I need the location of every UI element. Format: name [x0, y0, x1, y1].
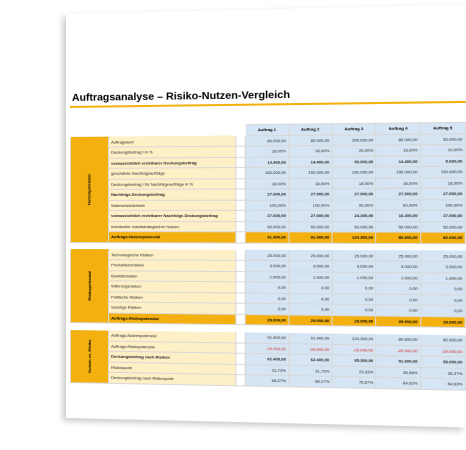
- cell-value[interactable]: 0,00: [376, 283, 420, 294]
- cell-value[interactable]: 0,00: [288, 304, 332, 315]
- cell-value[interactable]: 64,02%: [376, 377, 420, 389]
- row-spacer: [236, 146, 246, 157]
- column-header[interactable]: Auftrag 3: [332, 123, 376, 134]
- row-label: Bonitätsrisiken: [109, 270, 236, 282]
- row-label: Nachfolge-Deckungsbeitrag: [109, 189, 236, 200]
- cell-value[interactable]: 50.000,00: [288, 221, 332, 232]
- row-label: Deckungsbeitrag I für Nachfolgeaufträge in %: [109, 178, 236, 189]
- cell-value[interactable]: 50.000,00: [420, 221, 465, 232]
- cell-value[interactable]: 27.000,00: [288, 189, 332, 200]
- cell-value[interactable]: 150.000,00: [245, 167, 288, 178]
- total-value[interactable]: 29.000,00: [332, 315, 376, 326]
- cell-value[interactable]: 25.000,00: [376, 250, 420, 261]
- cell-value[interactable]: 18,00%: [245, 146, 288, 157]
- cell-value[interactable]: 14.400,00: [376, 156, 420, 167]
- cell-value[interactable]: 150.000,00: [332, 167, 376, 178]
- cell-value[interactable]: 80.000,00: [288, 135, 332, 146]
- cell-value[interactable]: 50.000,00: [420, 133, 465, 144]
- cell-value[interactable]: -29.000,00: [332, 344, 376, 356]
- cell-value[interactable]: 150.000,00: [420, 166, 465, 177]
- column-header[interactable]: Auftrag 4: [376, 123, 420, 134]
- cell-value[interactable]: 60,00%: [376, 199, 420, 210]
- row-label: Politische Risiken: [109, 291, 236, 303]
- row-spacer: [236, 221, 246, 232]
- cell-value[interactable]: 80.600,00: [376, 334, 420, 346]
- section-label-nutzen: [70, 137, 108, 243]
- row-spacer: [236, 375, 246, 386]
- cell-value[interactable]: 18,00%: [245, 178, 288, 189]
- cell-value[interactable]: 14.400,00: [288, 156, 332, 167]
- cell-value[interactable]: 90,00%: [332, 199, 376, 210]
- cell-value[interactable]: 1.000,00: [420, 272, 465, 283]
- cell-value[interactable]: 27.000,00: [332, 189, 376, 200]
- cell-value[interactable]: 24.300,00: [332, 210, 376, 221]
- cell-value[interactable]: 0,00: [376, 305, 420, 316]
- section-label-text: Risikopotenzial: [86, 271, 92, 301]
- table-row: [70, 221, 465, 232]
- total-value[interactable]: 91.400,00: [245, 232, 288, 243]
- sheet-title: Auftragsanalyse – Risiko-Nutzen-Vergleich: [70, 84, 466, 108]
- cell-value[interactable]: 35,37%: [420, 367, 465, 379]
- cell-value[interactable]: 0,00: [420, 305, 465, 316]
- column-header[interactable]: Auftrag 2: [288, 124, 332, 135]
- row-spacer: [236, 135, 246, 146]
- cell-value[interactable]: 53.000,00: [420, 356, 465, 368]
- column-header[interactable]: Auftrag 1: [245, 124, 288, 135]
- cell-value[interactable]: 91.400,00: [245, 332, 288, 343]
- row-label: Sonstige Risiken: [109, 302, 236, 314]
- cell-value[interactable]: 50.000,00: [332, 156, 376, 167]
- row-label: Deckungsbeitrag nach Risikoquote: [109, 372, 236, 385]
- row-label: Risikoquote: [109, 362, 236, 375]
- row-spacer: [236, 353, 246, 364]
- cell-value[interactable]: 100,00%: [245, 200, 288, 211]
- row-label: eventueller marktstrategischer Nutzen: [109, 221, 236, 232]
- cell-value[interactable]: 200.000,00: [332, 134, 376, 145]
- cell-value[interactable]: -29.000,00: [245, 343, 288, 354]
- table-row: [70, 177, 465, 189]
- total-value[interactable]: 82.000,00: [420, 232, 465, 243]
- row-spacer: [236, 292, 246, 303]
- cell-value[interactable]: 35,98%: [376, 366, 420, 378]
- cell-value[interactable]: 0,00: [245, 293, 288, 304]
- cell-value[interactable]: 3.000,00: [376, 261, 420, 272]
- cell-value[interactable]: 1.000,00: [332, 272, 376, 283]
- cell-value[interactable]: 27.000,00: [245, 189, 288, 200]
- cell-value[interactable]: 80.000,00: [245, 135, 288, 146]
- row-label: Deckungsbeitrag nach Risiken: [109, 351, 236, 364]
- cell-value[interactable]: 16.200,00: [376, 210, 420, 221]
- row-spacer: [236, 282, 246, 293]
- cell-value[interactable]: 18,00%: [332, 178, 376, 189]
- cell-value[interactable]: 18,00%: [420, 177, 465, 188]
- total-value[interactable]: 80.600,00: [376, 232, 420, 243]
- section-label-text: Nutzen vs. Risiko: [86, 339, 92, 373]
- cell-value[interactable]: 1.000,00: [245, 271, 288, 282]
- cell-value[interactable]: 27.000,00: [420, 210, 465, 221]
- cell-value[interactable]: 50.000,00: [245, 221, 288, 232]
- total-value[interactable]: 29.000,00: [288, 314, 332, 325]
- table-row: [70, 210, 465, 221]
- table-row: [70, 199, 465, 210]
- total-row: [70, 232, 465, 244]
- row-spacer: [236, 303, 246, 314]
- spreadsheet-document: [66, 5, 466, 428]
- cell-value[interactable]: 18,00%: [288, 178, 332, 189]
- row-spacer: [236, 364, 246, 375]
- cell-value[interactable]: 91.400,00: [288, 332, 332, 343]
- row-spacer: [236, 200, 246, 211]
- cell-value[interactable]: 25,00%: [332, 145, 376, 156]
- row-spacer: [236, 332, 246, 343]
- row-spacer: [236, 178, 246, 189]
- cell-value[interactable]: 10,00%: [420, 144, 465, 155]
- cell-value[interactable]: 50.000,00: [332, 221, 376, 232]
- header-spacer: [70, 126, 108, 137]
- cell-value[interactable]: 27.000,00: [245, 210, 288, 221]
- total-value[interactable]: 91.400,00: [288, 232, 332, 243]
- total-value[interactable]: 29.000,00: [420, 316, 465, 327]
- section-label-vergleich: [70, 330, 108, 383]
- total-value[interactable]: 124.300,00: [332, 232, 376, 243]
- row-label: Produktionsrisiken: [109, 260, 236, 271]
- cell-value[interactable]: 25.000,00: [245, 250, 288, 261]
- total-value[interactable]: 29.000,00: [376, 315, 420, 326]
- row-spacer: [236, 157, 246, 168]
- cell-value[interactable]: -29.000,00: [420, 345, 465, 357]
- cell-value[interactable]: 64,63%: [420, 378, 465, 390]
- cell-value[interactable]: 62.400,00: [245, 353, 288, 364]
- cell-value[interactable]: 82.000,00: [420, 334, 465, 346]
- row-label: Auftrags-Nutzenpotenzial: [109, 330, 236, 342]
- cell-value[interactable]: 23,33%: [332, 366, 376, 378]
- cell-value[interactable]: 95.300,00: [332, 355, 376, 367]
- cell-value[interactable]: 3.000,00: [420, 261, 465, 272]
- cell-value[interactable]: 68,27%: [245, 375, 288, 387]
- row-spacer: [236, 342, 246, 353]
- cell-value[interactable]: 25.000,00: [420, 250, 465, 261]
- cell-value[interactable]: 3.000,00: [332, 261, 376, 272]
- cell-value[interactable]: 31,73%: [245, 364, 288, 376]
- cell-value[interactable]: 27.000,00: [376, 188, 420, 199]
- cell-value[interactable]: 76,67%: [332, 376, 376, 388]
- row-label: Wahrscheinlichkeit: [109, 200, 236, 211]
- cell-value[interactable]: 27.000,00: [288, 210, 332, 221]
- cell-value[interactable]: 3.000,00: [245, 260, 288, 271]
- table-row: [70, 188, 465, 200]
- cell-value[interactable]: 62.400,00: [288, 354, 332, 366]
- cell-value[interactable]: -29.000,00: [376, 344, 420, 356]
- cell-value[interactable]: 124.300,00: [332, 333, 376, 344]
- cell-value[interactable]: 0,00: [332, 304, 376, 315]
- row-spacer: [236, 260, 246, 271]
- row-spacer: [236, 210, 246, 221]
- cell-value[interactable]: 150.000,00: [288, 167, 332, 178]
- cell-value[interactable]: 0,00: [288, 293, 332, 304]
- row-spacer: [236, 250, 246, 261]
- row-spacer: [236, 271, 246, 282]
- total-label: Auftrags-Risikopotenzial: [109, 312, 236, 324]
- cell-value[interactable]: -29.000,00: [288, 343, 332, 354]
- cell-value[interactable]: 25.000,00: [288, 250, 332, 261]
- row-spacer: [236, 314, 246, 325]
- row-label: Technologische Risiken: [109, 249, 236, 260]
- row-spacer: [236, 232, 246, 243]
- total-label: Auftrags-Nutzenpotenzial: [109, 232, 236, 243]
- cell-value[interactable]: 27.000,00: [420, 188, 465, 199]
- cell-value[interactable]: 0,00: [420, 283, 465, 294]
- cell-value[interactable]: 0,00: [245, 282, 288, 293]
- column-header[interactable]: Auftrag 5: [420, 122, 465, 133]
- section-label-risiko: [70, 249, 108, 323]
- cell-value[interactable]: 14.400,00: [245, 156, 288, 167]
- row-spacer: [236, 168, 246, 179]
- cell-value[interactable]: 3.000,00: [288, 261, 332, 272]
- cell-value[interactable]: 18,00%: [376, 177, 420, 188]
- cell-value[interactable]: 80.000,00: [376, 134, 420, 145]
- row-label: Auftrags-Risikopotenzial: [109, 341, 236, 354]
- analysis-table: [70, 122, 466, 390]
- cell-value[interactable]: 25.000,00: [332, 250, 376, 261]
- cell-value[interactable]: 68,27%: [288, 376, 332, 388]
- cell-value[interactable]: 0,00: [332, 283, 376, 294]
- cell-value[interactable]: 100,00%: [420, 199, 465, 210]
- row-label: voraussichtlich erzielbarer Deckungsbeitrag: [109, 157, 236, 168]
- total-value[interactable]: 29.000,00: [245, 314, 288, 325]
- cell-value[interactable]: 18,00%: [376, 145, 420, 156]
- cell-value[interactable]: 100,00%: [288, 200, 332, 211]
- cell-value[interactable]: 50.000,00: [376, 221, 420, 232]
- cell-value[interactable]: 0,00: [245, 303, 288, 314]
- row-spacer: [236, 189, 246, 200]
- cell-value[interactable]: 0,00: [376, 294, 420, 305]
- cell-value[interactable]: 0,00: [420, 294, 465, 305]
- cell-value[interactable]: 1.000,00: [376, 272, 420, 283]
- row-label: Auftragswert: [109, 135, 236, 147]
- cell-value[interactable]: 51.600,00: [376, 355, 420, 367]
- cell-value[interactable]: 18,00%: [288, 145, 332, 156]
- section-label-text: Nutzenpotenzial: [86, 174, 92, 205]
- cell-value[interactable]: 0,00: [332, 293, 376, 304]
- header-spacer: [236, 125, 246, 136]
- cell-value[interactable]: 5.000,00: [420, 155, 465, 166]
- row-label: Deckungsbeitrag I in %: [109, 146, 236, 158]
- cell-value[interactable]: 0,00: [288, 282, 332, 293]
- row-label: geschätzte Nachfolgeaufträge: [109, 168, 236, 179]
- row-label: voraussichtlich erzielbarer Nachfolge-Deckungsbeitrag: [109, 210, 236, 221]
- cell-value[interactable]: 31,73%: [288, 365, 332, 377]
- cell-value[interactable]: 1.000,00: [288, 271, 332, 282]
- row-label: Währungsrisiken: [109, 281, 236, 293]
- cell-value[interactable]: 150.000,00: [376, 167, 420, 178]
